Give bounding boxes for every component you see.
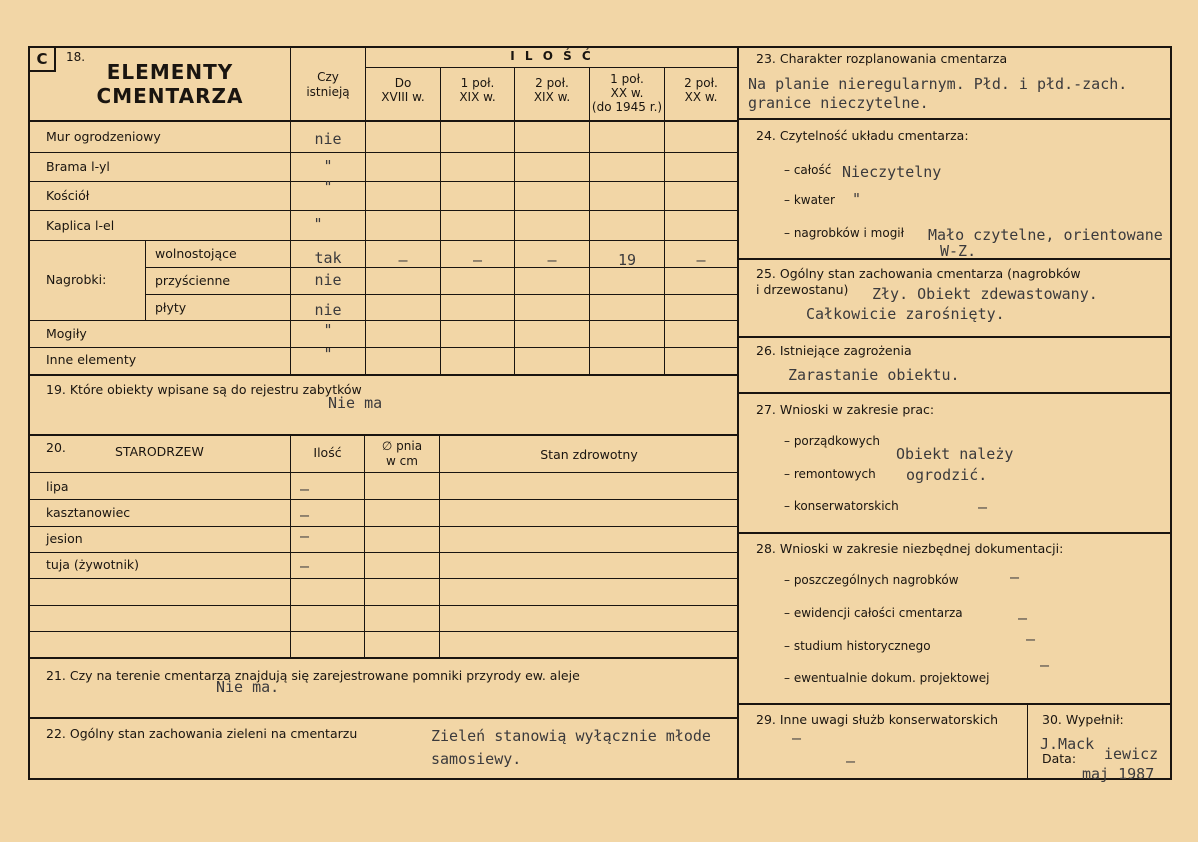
tree-count: – bbox=[300, 480, 310, 498]
section-27-value-2: ogrodzić. bbox=[906, 466, 988, 484]
exists-value: " bbox=[323, 178, 333, 196]
tree-count: – bbox=[300, 557, 310, 575]
ilosc-header: I L O Ś Ć bbox=[510, 49, 594, 63]
period-header: 2 poł. XIX w. bbox=[533, 76, 571, 104]
title-line-2: CMENTARZA bbox=[96, 84, 244, 108]
s24-item-value: " bbox=[852, 190, 862, 208]
period-header: 1 poł. XIX w. bbox=[459, 76, 496, 104]
s24-item-label: – kwater bbox=[784, 193, 835, 207]
section-28-label: 28. Wnioski w zakresie niezbędnej dokumentacji: bbox=[756, 541, 1064, 556]
section-23-value-2: granice nieczytelne. bbox=[748, 94, 929, 112]
exists-value: nie bbox=[314, 271, 342, 289]
s24-item-label: – nagrobków i mogił bbox=[784, 226, 905, 240]
nagrobki-label: Nagrobki: bbox=[46, 272, 107, 287]
section-25-value-2: Całkowicie zarośnięty. bbox=[806, 305, 1005, 323]
s30-name-part1: J.Mack bbox=[1040, 735, 1095, 753]
row-label: płyty bbox=[155, 300, 187, 315]
period-header: 2 poł. XX w. bbox=[684, 76, 718, 104]
s30-date-value: maj 1987 bbox=[1082, 765, 1155, 783]
section-23-value-1: Na planie nieregularnym. Płd. i płd.-zach. bbox=[748, 75, 1128, 93]
section-24-label: 24. Czytelność układu cmentarza: bbox=[756, 128, 969, 143]
section-22-label: 22. Ogólny stan zachowania zieleni na cmentarzu bbox=[46, 726, 358, 741]
section-18-number: 18. bbox=[66, 50, 86, 64]
section-29-label: 29. Inne uwagi służb konserwatorskich bbox=[756, 712, 998, 727]
s24-item-value: Nieczytelny bbox=[842, 163, 942, 181]
s27-item: – konserwatorskich bbox=[784, 499, 899, 513]
section-19-label: 19. Które obiekty wpisane są do rejestru zabytków bbox=[46, 382, 362, 397]
s28-dash: – bbox=[1026, 630, 1036, 648]
exists-value: " bbox=[323, 321, 333, 339]
col-header-diameter: ∅ pnia w cm bbox=[381, 439, 423, 468]
exists-value: nie bbox=[314, 130, 342, 148]
exists-value: " bbox=[313, 215, 323, 233]
section-26-value: Zarastanie obiektu. bbox=[788, 366, 960, 384]
section-22-value-2: samosiewy. bbox=[431, 750, 522, 768]
section-22-value-1: Zieleń stanowią wyłącznie młode bbox=[431, 727, 711, 745]
section-27-label: 27. Wnioski w zakresie prac: bbox=[756, 402, 935, 417]
period-header: 1 poł. XX w. (do 1945 r.) bbox=[591, 72, 663, 114]
row-label: Mogiły bbox=[46, 326, 87, 341]
section-19-value: Nie ma bbox=[328, 394, 383, 412]
count-value: – bbox=[547, 251, 557, 269]
section-20-number: 20. bbox=[46, 440, 66, 455]
tree-name: tuja (żywotnik) bbox=[46, 557, 140, 572]
section-letter: C bbox=[36, 50, 48, 68]
s30-name-part2: iewicz bbox=[1104, 745, 1159, 763]
tree-name: kasztanowiec bbox=[46, 505, 131, 520]
section-27-dash: – bbox=[978, 498, 988, 516]
tree-count: – bbox=[300, 527, 310, 545]
col-header-count: Ilość bbox=[313, 445, 342, 460]
s24-value-cont: W-Z. bbox=[940, 242, 977, 260]
row-label: Mur ogrodzeniowy bbox=[46, 129, 161, 144]
section-letter-box bbox=[28, 46, 56, 72]
row-label: Kościół bbox=[46, 188, 90, 203]
count-value: 19 bbox=[617, 251, 637, 269]
s28-item: – poszczególnych nagrobków bbox=[784, 573, 959, 587]
period-header: Do XVIII w. bbox=[381, 76, 425, 104]
row-label: Brama l-yl bbox=[46, 159, 110, 174]
tree-name: jesion bbox=[46, 531, 83, 546]
row-label: Inne elementy bbox=[46, 352, 137, 367]
s27-item: – porządkowych bbox=[784, 434, 880, 448]
s24-item-label: – całość bbox=[784, 163, 832, 177]
col-header-health: Stan zdrowotny bbox=[540, 447, 638, 462]
s28-dash: – bbox=[1010, 568, 1020, 586]
s28-item: – ewidencji całości cmentarza bbox=[784, 606, 963, 620]
section-23-label: 23. Charakter rozplanowania cmentarza bbox=[756, 51, 1008, 66]
count-value: – bbox=[472, 251, 483, 269]
row-label: przyścienne bbox=[155, 273, 231, 288]
section-27-value-1: Obiekt należy bbox=[896, 445, 1014, 463]
section-21-label: 21. Czy na terenie cmentarza znajdują się zarejestrowane pomniki przyrody ew. aleje bbox=[46, 668, 580, 683]
s27-item: – remontowych bbox=[784, 467, 876, 481]
exists-value: tak bbox=[314, 249, 342, 267]
s29-dash: – bbox=[846, 752, 856, 770]
count-value: – bbox=[696, 251, 706, 269]
row-label: wolnostojące bbox=[155, 246, 237, 261]
exists-value: nie bbox=[314, 301, 342, 319]
section-18-title bbox=[70, 60, 270, 108]
section-25-label-2: i drzewostanu) bbox=[756, 282, 849, 297]
s28-item: – ewentualnie dokum. projektowej bbox=[784, 671, 990, 685]
count-value: – bbox=[398, 251, 408, 269]
s28-item: – studium historycznego bbox=[784, 639, 931, 653]
s28-dash: – bbox=[1040, 656, 1050, 674]
col-header-exists: Czy istnieją bbox=[306, 70, 350, 99]
section-30-label: 30. Wypełnił: bbox=[1042, 712, 1124, 727]
tree-count: – bbox=[300, 506, 310, 524]
exists-value: " bbox=[323, 345, 333, 363]
section-26-label: 26. Istniejące zagrożenia bbox=[756, 343, 912, 358]
section-21-value: Nie ma. bbox=[216, 678, 280, 696]
s29-dash: – bbox=[792, 729, 802, 747]
s28-dash: – bbox=[1018, 609, 1028, 627]
col-header-tree: STARODRZEW bbox=[115, 444, 204, 459]
section-25-label-1: 25. Ogólny stan zachowania cmentarza (nagrobków bbox=[756, 266, 1081, 281]
title-line-1: ELEMENTY bbox=[106, 60, 234, 84]
tree-name: lipa bbox=[46, 479, 69, 494]
s24-item-value: Mało czytelne, orientowane bbox=[928, 226, 1163, 244]
exists-value: " bbox=[323, 157, 333, 175]
s30-date-label: Data: bbox=[1042, 751, 1077, 766]
row-label: Kaplica l-el bbox=[46, 218, 115, 233]
section-25-value-1: Zły. Obiekt zdewastowany. bbox=[872, 285, 1098, 303]
